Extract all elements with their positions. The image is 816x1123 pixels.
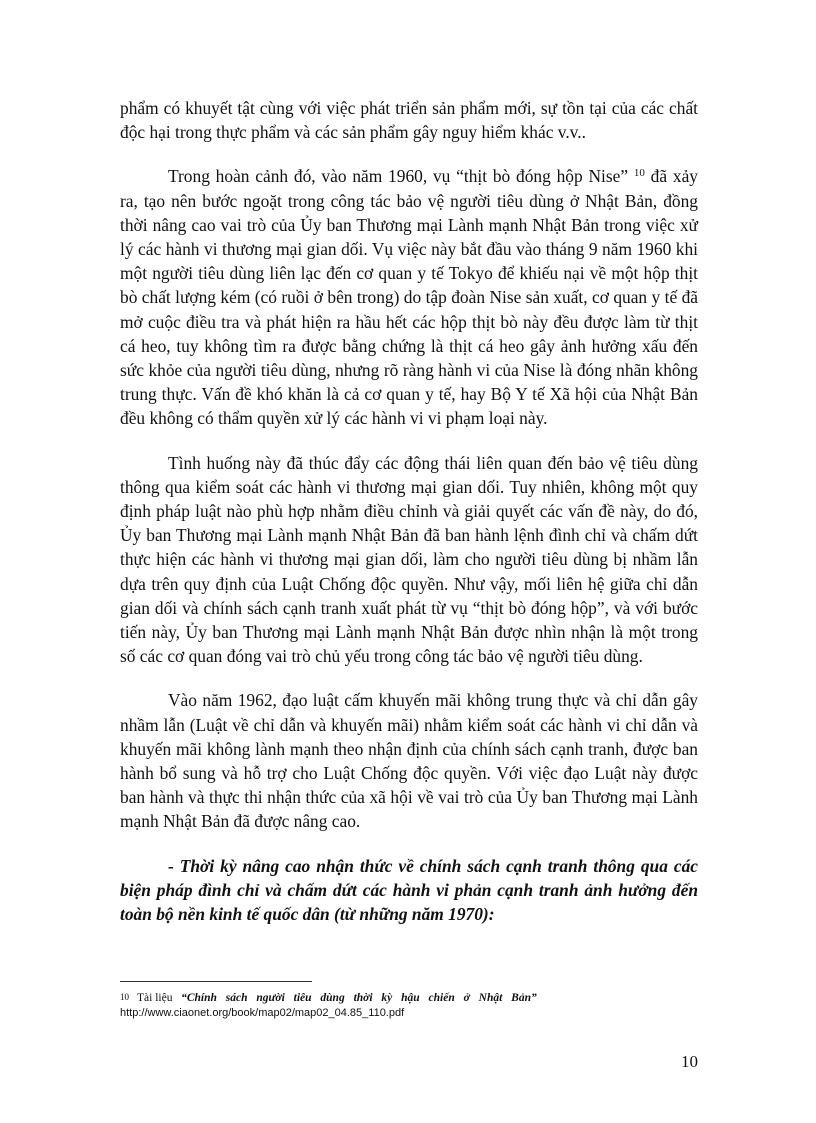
page-number: 10 [681,1052,698,1071]
footnote-url: http://www.ciaonet.org/book/map02/map02_04.85_110.pdf [120,1007,405,1019]
document-body [120,96,698,926]
paragraph-nise-text-end: đã xảy ra, tạo nên bước ngoặt trong công tác bảo vệ người tiêu dùng ở Nhật Bản, đồng thời nâng cao vai trò của Ủy ban Thương mại Lành mạnh Nhật Bản trong việc xử lý các hành vi thương mại gian dối. Vụ việc này bắt đầu vào tháng 9 năm 1960 khi một người tiêu dùng liên lạc đến cơ quan y tế Tokyo để khiếu nại về một hộp thịt bò chất lượng kém (có ruồi ở bên trong) do tập đoàn Nise sản xuất, cơ quan y tế đã mở cuộc điều tra và phát hiện ra hầu hết các hộp thịt bò này đều được làm từ thịt cá heo, tuy không tìm ra được bằng chứng là thịt cá heo gây ảnh hưởng xấu đến sức khỏe của người tiêu dùng, nhưng rõ ràng hành vi của Nise là đóng nhãn không trung thực. Vấn đề khó khăn là cả cơ quan y tế, hay Bộ Y tế Xã hội của Nhật Bản đều không có thẩm quyền xử lý các hành vi vi phạm loại này. [120,166,698,429]
footnote-divider [120,981,312,982]
paragraph-continuation: phẩm có khuyết tật cùng với việc phát triển sản phẩm mới, sự tồn tại của các chất độc hại trong thực phẩm và các sản phẩm gây nguy hiểm khác v.v.. [120,98,698,143]
footnote-number: 10 [120,992,129,1002]
paragraph-nise-text-start: Trong hoàn cảnh đó, vào năm 1960, vụ “thịt bò đóng hộp Nise” [168,166,634,187]
section-heading: - Thời kỳ nâng cao nhận thức về chính sách cạnh tranh thông qua các biện pháp đình chỉ và chấm dứt các hành vi phản cạnh tranh ảnh hưởng đến toàn bộ nền kinh tế quốc dân (từ những năm 1970): [120,855,698,925]
footnote [120,990,698,1021]
footnote-line-1 [120,990,698,1006]
paragraph-consumer-protection: Tình huống này đã thúc đẩy các động thái liên quan đến bảo vệ tiêu dùng thông qua kiểm soát các hành vi thương mại gian dối. Tuy nhiên, không một quy định pháp luật nào phù hợp nhằm điều chỉnh và giải quyết các vấn đề này, do đó, Ủy ban Thương mại Lành mạnh Nhật Bản đã ban hành lệnh đình chỉ và chấm dứt thực hiện các hành vi thương mại gian dối, làm cho người tiêu dùng bị nhầm lẫn dựa trên quy định của Luật Chống độc quyền. Như vậy, mối liên hệ giữa chỉ dẫn gian dối và chính sách cạnh tranh xuất phát từ vụ “thịt bò đóng hộp”, và với bước tiến này, Ủy ban Thương mại Lành mạnh Nhật Bản được nhìn nhận là một trong số các cơ quan đóng vai trò chủ yếu trong công tác bảo vệ người tiêu dùng. [120,452,698,667]
footnote-label: Tài liệu [137,992,173,1004]
footnote-title: “Chính sách người tiêu dùng thời kỳ hậu chiến ở Nhật Bản” [181,992,537,1004]
paragraph-nise-case [120,164,698,430]
paragraph-1962-law: Vào năm 1962, đạo luật cấm khuyến mãi không trung thực và chỉ dẫn gây nhầm lẫn (Luật về chỉ dẫn và khuyến mãi) nhằm kiểm soát các hành vi chỉ dẫn và khuyến mãi không lành mạnh theo nhận định của chính sách cạnh tranh, được ban hành bổ sung và hỗ trợ cho Luật Chống độc quyền. Với việc đạo Luật này được ban hành và thực thi nhận thức của xã hội về vai trò của Ủy ban Thương mại Lành mạnh Nhật Bản đã được nâng cao. [120,690,698,832]
footnote-reference: 10 [633,167,645,180]
